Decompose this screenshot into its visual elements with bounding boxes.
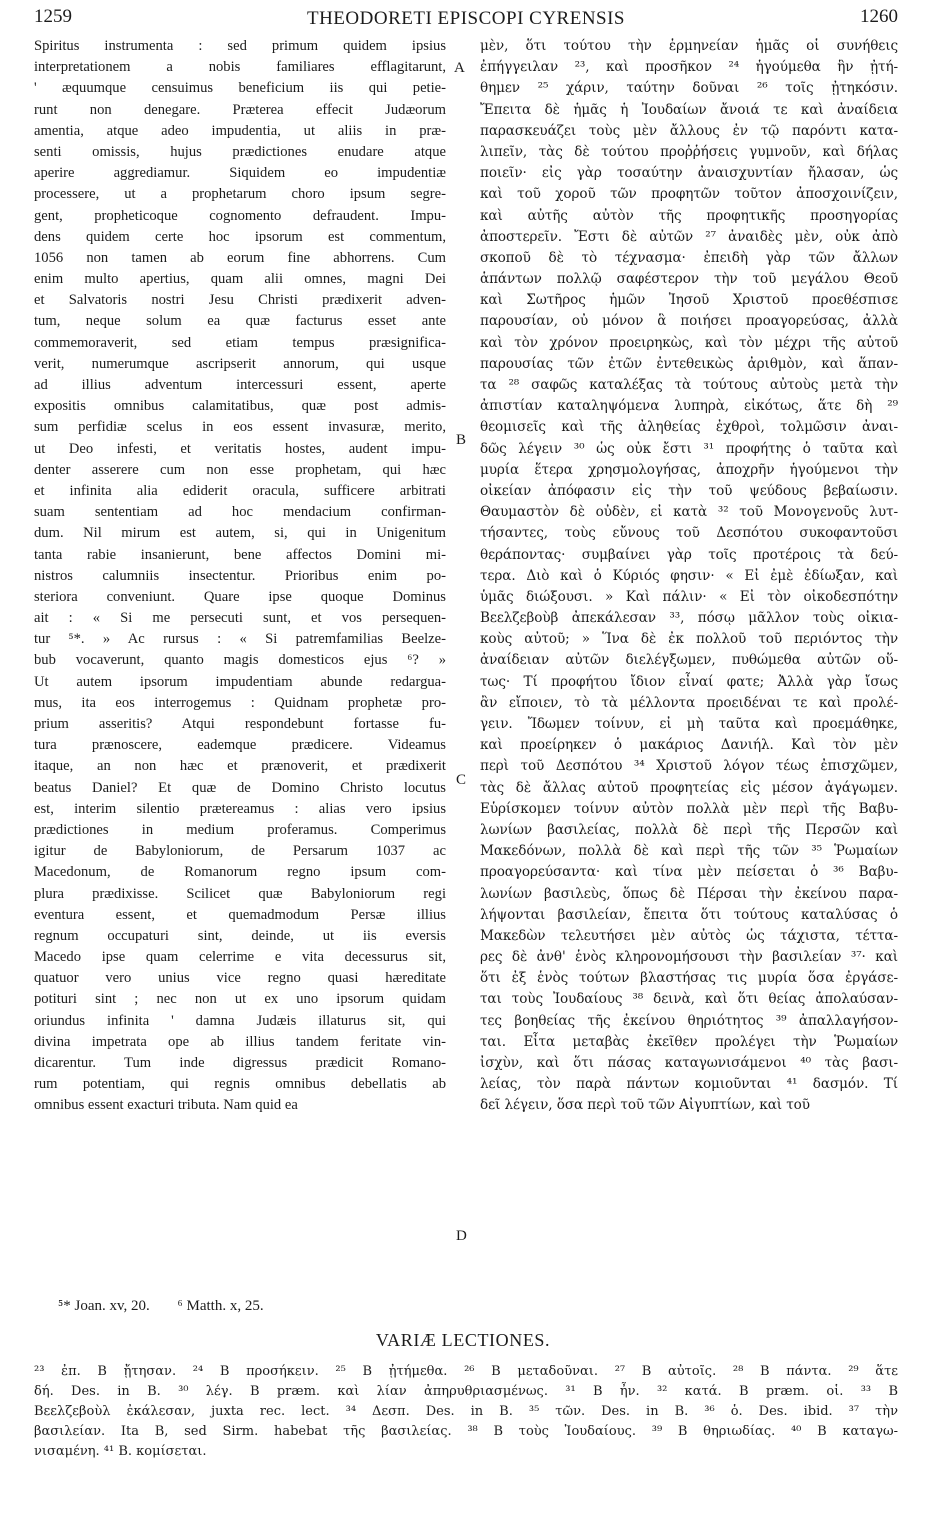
greek-text-line: μὲν, ὅτι τούτου τὴν ἑρμηνείαν ἡμᾶς οἱ συνήθεις: [480, 38, 898, 54]
latin-text-line: nistros calumniis insectentur. Prioribus enim po-: [34, 567, 446, 584]
latin-text-line: est, interim silentio prætereamus : alias vero ipsius: [34, 800, 446, 817]
footnote: ⁵* Joan. xv, 20.: [58, 1298, 150, 1314]
latin-text-line: rum potentiam, qui regnis omnibus debellatis ab: [34, 1076, 446, 1093]
latin-text-line: runt non denegare. Præterea effecit Judæorum: [34, 101, 446, 118]
latin-text-line: steriora conveniunt. Quare ipse quoque Dominus: [34, 588, 446, 605]
greek-text-line: καὶ τὸν χρόνον προειρηκὼς, καὶ τὸν μέχρι τῆς αὐτοῦ: [480, 334, 898, 351]
latin-text-line: dens quidem certe hoc ipsorum est commentum,: [34, 228, 446, 245]
latin-text-line: divina impetrata ope ab illius tandem feritate vin-: [34, 1033, 446, 1050]
latin-text-line: omnibus essent exacturi tributa. Nam quid ea: [34, 1097, 298, 1114]
greek-text-line: ἀποστερεῖν. Ἔστι δὲ αὐτῶν ²⁷ ἀναιδὲς μὲν, οὐκ ἀπὸ: [480, 228, 898, 245]
variant-line: ²³ ἐπ. B ᾔτησαν. ²⁴ B προσήκειν. ²⁵ B ᾐτήμεθα. ²⁶ B μεταδοῦναι. ²⁷ B αὐτοῖς. ²⁸ B πάντα. ²⁹ ἅτε: [34, 1364, 898, 1379]
greek-text-line: καὶ προείρηκεν ὁ μακάριος Δανιήλ. Καὶ τὸν μὲν: [480, 737, 898, 754]
latin-text-line: quatuor vero unius vice regno quasi hæreditate: [34, 970, 446, 987]
greek-text-line: τερα. Διὸ καὶ ὁ Κύριός φησιν· « Εἰ ἐμὲ ἐδίωξαν, καὶ: [480, 567, 898, 584]
latin-text-line: gent, propheticoque cognomento defraudent. Impu-: [34, 207, 446, 224]
footnotes: [58, 1298, 288, 1315]
variant-line: δή. Des. in B. ³⁰ λέγ. B præm. καὶ λίαν ἀπηρυθριασμένως. ³¹ B ἦν. ³² κατά. B præm. οἱ. ³³ B: [34, 1384, 898, 1399]
greek-text-line: οἰκείαν ἀπόφασιν εἰς τὴν τοῦ ψεύδους βεβαίωσιν.: [480, 482, 898, 499]
latin-text-line: potituri sint ; nec non ut ex uno ipsorum quidam: [34, 991, 446, 1008]
latin-text-line: suam sententiam ad hoc mendacium confirman-: [34, 504, 446, 521]
latin-text-line: dum. Nil mirum est autem, si, qui in Unigenitum: [34, 525, 446, 542]
greek-text-line: ἂν εἴποιεν, τὸ τὰ μέλλοντα προειδέναι τε καὶ προλέ-: [480, 694, 898, 711]
greek-text-line: τὰς δὲ ἄλλας αὐτοῦ προφητείας εἰς μέσον ἀγάγωμεν.: [480, 779, 898, 796]
latin-text-line: prium asseritis? Atqui respondebunt fortasse fu-: [34, 716, 446, 732]
latin-text-line: interpretationem a nobis familiares efflagitarunt,: [34, 59, 446, 76]
margin-marker-a: A: [454, 60, 465, 76]
greek-text-line: μυρία ἕτερα χρησμολογήσας, ἀποχρῆν ἡγούμενοι τὴν: [480, 461, 898, 478]
greek-text-line: Μακεδὼν τελευτήσει μὲν αὐτὸς ὡς τάχιστα, τέττα-: [480, 927, 898, 944]
latin-text-line: Ut autem ipsorum impudentiam abunde redargua-: [34, 673, 446, 690]
latin-text-line: plura prædixisse. Scilicet quæ Babyloniorum regi: [34, 885, 446, 902]
greek-text-line: κοὺς αὐτοῦ; » Ἵνα δὲ ἐκ πολλοῦ τοῦ περιόντος τὴν: [480, 631, 898, 648]
page-number-right: 1260: [860, 6, 898, 27]
latin-text-line: tura prænoscere, eademque prædicere. Videamus: [34, 737, 446, 754]
greek-text-line: θεράποντας· συμβαίνει γὰρ τοῖς προτέροις τὰ δεύ-: [480, 546, 898, 563]
greek-text-line: ἁπάντων πολλῷ σαφέστερον τὴν τοῦ μεγάλου Θεοῦ: [480, 271, 898, 288]
latin-text-line: et Salvatoris nostri Jesu Christi prædixerit adven-: [34, 292, 446, 309]
greek-text-line: θημεν ²⁵ χάριν, ταύτην δοῦναι ²⁶ τοῖς ᾐτηκόσιν.: [480, 80, 898, 97]
margin-marker-c: C: [456, 772, 467, 788]
greek-text-line: θεομισεῖς καὶ τῆς ἀληθείας ἐχθροὶ, τολμῶσιν ἀναι-: [480, 419, 898, 436]
greek-text-line: περὶ τοῦ Δεσπότου ³⁴ Χριστοῦ λόγον τέως ἐπισχῶμεν,: [480, 758, 898, 775]
greek-text-line: δεῖ λέγειν, ὅσα περὶ τοῦ τῶν Αἰγυπτίων, καὶ τοῦ: [480, 1097, 810, 1114]
variant-line: νισαμένη. ⁴¹ B. κομίσεται.: [34, 1444, 207, 1459]
latin-text-line: enim multo apertius, quam alii omnes, magni Dei: [34, 271, 446, 288]
latin-text-line: mus, ita eos interrogemus : Quidnam prophetæ pro-: [34, 694, 446, 711]
greek-text-line: παρουσίαν, οὐ μόνον ἃ ποιήσει προαγορεύσας, ἀλλὰ: [480, 313, 898, 330]
latin-text-line: et infinita alia ediderit oracula, sufficere arbitrati: [34, 482, 446, 499]
greek-text-line: λείας, τὸν παρὰ πάντων κομιοῦνται ⁴¹ δασμόν. Τί: [480, 1076, 898, 1093]
latin-text-line: expositis omnibus calamitatibus, quæ post admis-: [34, 398, 446, 415]
greek-text-line: λωνίων βασιλεὺς, ὅπως δὲ Πέρσαι τὴν ἐκείνου παρα-: [480, 885, 898, 902]
variae-lectiones: [34, 1362, 898, 1462]
variant-line: βασιλείαν. Ita B, sed Sirm. habebat τῆς βασιλείας. ³⁸ B τοὺς Ἰουδαίους. ³⁹ B θηριωδίας. ⁴⁰ B καταγω-: [34, 1424, 898, 1439]
latin-text-line: 1056 non tamen ab eorum fine abhorrens. Cum: [34, 249, 446, 266]
running-header: [34, 6, 898, 32]
latin-column: [34, 36, 446, 1117]
greek-text-line: λήψονται βασιλείαν, ἔπειτα ὅτι τούτους καταλύσας ὁ: [480, 906, 898, 923]
greek-text-line: Εὑρίσκομεν τοίνυν αὐτὸν πολλὰ μὲν περὶ τῆς Βαβυ-: [480, 800, 898, 817]
greek-text-line: καὶ τοῦ χοροῦ τῶν προφητῶν τοῦτον ἀποσχοινίζειν,: [480, 186, 898, 203]
latin-text-line: igitur de Babyloniorum, de Persarum 1037 ac: [34, 843, 446, 860]
greek-text-line: ποιεῖν· εἰς γὰρ τοσαύτην ἀναισχυντίαν ἤλασαν, ὡς: [480, 165, 898, 182]
latin-text-line: prædictiones in medium proferamus. Comperimus: [34, 821, 446, 838]
margin-marker-b: B: [456, 432, 467, 448]
greek-text-line: καὶ αὐτῆς αὐτὸν τῆς προφητικῆς προσηγορίας: [480, 207, 898, 224]
latin-text-line: eventura essent, et quemadmodum Persæ illius: [34, 906, 446, 923]
latin-text-line: senti omissis, hujus prædictiones enudare atque: [34, 143, 446, 160]
greek-text-line: γειν. Ἴδωμεν τοίνυν, εἰ μὴ ταῦτα καὶ προεμάθηκε,: [480, 716, 898, 732]
latin-text-line: ut Deo infesti, et veritatis hostes, audent impu-: [34, 440, 446, 457]
greek-text-line: Βεελζεβοὺβ ἀπεκάλεσαν ³³, πόσῳ μᾶλλον τοὺς οἰκια-: [480, 610, 898, 627]
greek-text-line: προαγορεύσαντα· καὶ τίνα μὲν πείσεται ὁ ³⁶ Βαβυ-: [480, 864, 898, 881]
latin-text-line: verit, numerumque ascripserit annorum, qui usque: [34, 355, 446, 372]
greek-text-line: δῶς λέγειν ³⁰ ὡς οὐκ ἔστι ³¹ προφήτης ὁ ταῦτα καὶ: [480, 440, 898, 457]
greek-text-line: παρουσίας τῶν ἐτῶν ἐντεθεικὼς ἀριθμὸν, καὶ ἅπαν-: [480, 355, 898, 372]
latin-text-line: sum perfidiæ scelus in eos essent invasuræ, merito,: [34, 419, 446, 436]
latin-text-line: ait : « Si me persecuti sunt, et vos persequen-: [34, 610, 446, 627]
greek-text-line: παρασκευάζει τοὺς μὲν ἄλλους ἐν τῷ παρόντι κατα-: [480, 122, 898, 139]
footnote: ⁶ Matth. x, 25.: [177, 1298, 264, 1314]
greek-text-line: σκοποῦ δὲ τὸ τέχνασμα· ἐπειδὴ γὰρ τῶν ἄλλων: [480, 249, 898, 266]
variant-line: Βεελζεβοὺλ ἐκάλεσαν, juxta rec. lect. ³⁴ Δεσπ. Des. in B. ³⁵ τῶν. Des. in B. ³⁶ ὁ. Des. ibid. ³⁷ τὴν: [34, 1404, 898, 1419]
greek-text-line: καὶ Σωτῆρος ἡμῶν Ἰησοῦ Χριστοῦ προεθέσπισε: [480, 292, 898, 309]
greek-text-line: Μακεδόνων, πολλὰ δὲ καὶ περὶ τῆς τῶν ³⁵ Ῥωμαίων: [480, 843, 898, 860]
greek-text-line: ἀπιστίαν καταληψόμενα λυπηρὰ, εἰκότως, ἅτε δὴ ²⁹: [480, 398, 898, 415]
latin-text-line: tum, neque solum ea quæ facturus esset ante: [34, 313, 446, 330]
greek-text-line: λιπεῖν, τὰς δὲ τούτου προῤῥήσεις γυμνοῦν, καὶ δήλας: [480, 143, 898, 160]
latin-text-line: oriundus infinita ' damna Judæis illaturus sit, qui: [34, 1012, 446, 1029]
greek-text-line: ὅτι ἐξ ἑνὸς τούτων βλαστήσας τις μυρία ὅσα ἐργάσε-: [480, 970, 898, 987]
greek-text-line: Ἔπειτα δὲ ἡμᾶς ἡ Ἰουδαίων ἄνοιά τε καὶ ἀναίδεια: [480, 101, 898, 118]
greek-text-line: τήσαντες, τοὺς εὔνους τοῦ Δεσπότου συκοφαντοῦσι: [480, 525, 898, 542]
page-number-left: 1259: [34, 6, 72, 27]
latin-text-line: Macedo ipse quam celerrime e vita decessurus sit,: [34, 949, 446, 966]
greek-text-line: ἰσχὺν, καὶ ὅτι πάσας καταγωνισάμενοι ⁴⁰ τὰς βασι-: [480, 1055, 898, 1071]
greek-text-line: Θαυμαστὸν δὲ οὐδὲν, εἰ κατὰ ³² τοῦ Μονογενοῦς λυτ-: [480, 504, 898, 521]
greek-text-line: τως· Τί προφήτου ἴδιον εἶναί φατε; Ἀλλὰ γὰρ ἴσως: [480, 673, 898, 690]
greek-text-line: λωνίων βασιλείας, πολλὰ δὲ περὶ τῆς Περσῶν καὶ: [480, 821, 898, 838]
greek-text-line: ὑμᾶς διώξουσι. » Καὶ πάλιν· « Εἰ τὸν οἰκοδεσπότην: [480, 588, 898, 605]
latin-text-line: denter asserere cum non esse prophetam, qui hæc: [34, 461, 446, 478]
greek-text-line: ἐπήγγειλαν ²³, καὶ προσῆκον ²⁴ ἡγούμεθα ἣν ᾐτή-: [480, 59, 898, 76]
greek-text-line: ἀναίδειαν αὐτῶν διελέγξωμεν, πυθώμεθα αὐτῶν οὕ-: [480, 652, 898, 669]
latin-text-line: processere, ut a prophetarum choro ipsum segre-: [34, 186, 446, 203]
latin-text-line: bub vocaverunt, quanto magis domesticos ejus ⁶? »: [34, 652, 446, 669]
latin-text-line: regnum occupaturi sint, deinde, ut iis eversis: [34, 927, 446, 944]
latin-text-line: beatus Daniel? Et quæ de Domino Christo locutus: [34, 779, 446, 796]
latin-text-line: Spiritus instrumenta : sed primum quidem ipsius: [34, 38, 446, 54]
greek-text-line: ρες δὲ ἀνθ' ἑνὸς κληρονομήσουσι τὴν βασιλείαν ³⁷· καὶ: [480, 949, 898, 966]
greek-text-line: ται. Εἶτα μεταβὰς ἐκεῖθεν προλέγει τὴν Ῥωμαίων: [480, 1033, 898, 1050]
running-title: THEODORETI EPISCOPI CYRENSIS: [306, 8, 626, 29]
greek-column: [480, 36, 898, 1117]
greek-text-line: τες βοηθείας τῆς ἐκείνου θηριότητος ³⁹ ἀπαλλαγήσον-: [480, 1012, 898, 1029]
latin-text-line: commemoraverit, sed etiam tempus præsignifica-: [34, 334, 446, 351]
latin-text-line: amentia, atque adeo impudentia, ut aliis in præ-: [34, 122, 446, 139]
latin-text-line: tanta rabie insanierunt, bene affectos Domini mi-: [34, 546, 446, 563]
variae-lectiones-title: VARIÆ LECTIONES.: [375, 1330, 551, 1350]
latin-text-line: itaque, an non hæc et prænoverit, et prædixerit: [34, 758, 446, 775]
greek-text-line: τα ²⁸ σαφῶς καταλέξας τὰ τούτους αὐτοὺς μετὰ τὴν: [480, 377, 898, 393]
greek-text-line: ται τοὺς Ἰουδαίους ³⁸ δεινὰ, καὶ ὅτι θείας ἀπολαύσαν-: [480, 991, 898, 1008]
latin-text-line: aperire aggrediamur. Siquidem eo impudentiæ: [34, 165, 446, 182]
latin-text-line: ' æquumque censuimus beneficium iis qui petie-: [34, 80, 446, 97]
latin-text-line: tur ⁵*. » Ac rursus : « Si patremfamilias Beelze-: [34, 631, 446, 648]
latin-text-line: ad illius adventum intercessuri essent, aperte: [34, 377, 446, 393]
latin-text-line: dicarentur. Tum inde digressus prædicit Romano-: [34, 1055, 446, 1071]
margin-marker-d: D: [456, 1228, 467, 1244]
latin-text-line: Macedonum, de Romanorum regno ipsum com-: [34, 864, 446, 881]
